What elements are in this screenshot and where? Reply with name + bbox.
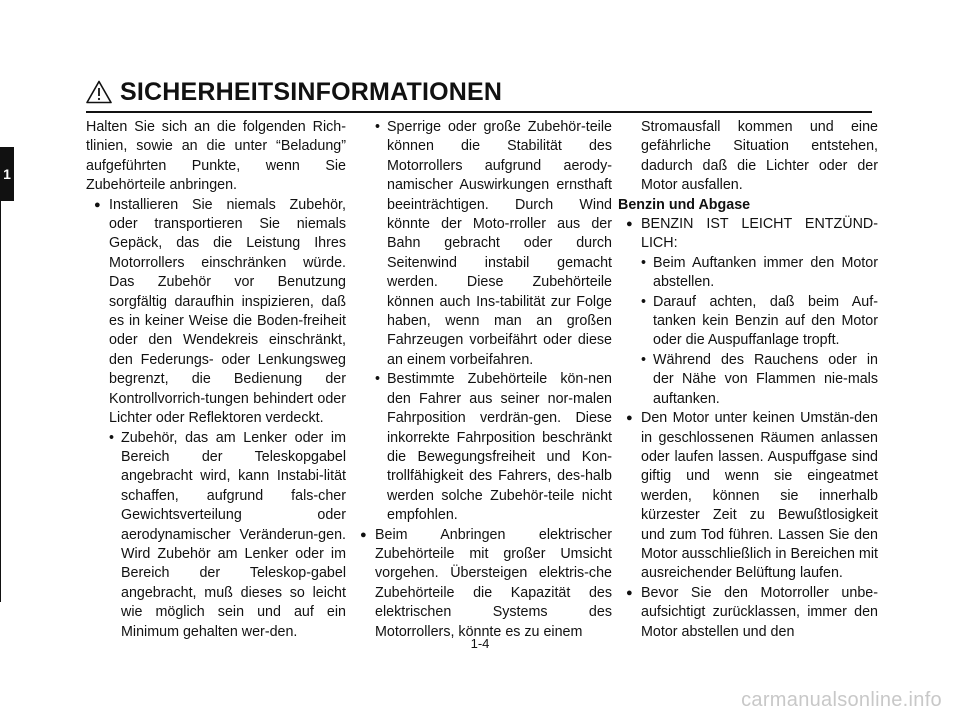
header-rule <box>86 111 872 113</box>
list-item <box>352 526 612 642</box>
dot-marker: • <box>375 371 381 388</box>
sub-list-item-text: Zubehör, das am Lenker oder im Bereich der Teleskopgabel angebracht wird, kann Instabi-lität schaffen, aufgrund fals-cher Gewichtsverteilung oder aerodynamischer Veränderun-gen. Wird Zubehör am Lenker oder im Bereich der Teleskop-gabel angebracht, muß dieses so leicht wie möglich sein und auf ein Minimum gehalten wer-den. <box>121 429 346 640</box>
sub-list-item-text: Beim Auftanken immer den Motor abstellen. <box>653 254 878 291</box>
sub-list-item-text: Bestimmte Zubehörteile kön-nen den Fahrer aus seiner nor-malen Fahrposition verdrän-gen. Diese inkorrekte Fahrposition beschränkt die Bewegungsfreiheit und Kon-trollfähigkeit des Fahrers, des-halb werden solche Zubehör-teile nicht empfohlen. <box>387 371 612 524</box>
list-item-text: Den Motor unter keinen Umstän-den in geschlossenen Räumen anlassen oder laufen lassen. Auspuffgase sind giftig und wenn sie eingeatmet werden, können sie innerhalb kürzester Zeit zu Bewußtlosigkeit und zum Tod führen. Lassen Sie den Motor ausschließlich in Bereichen mit ausreichender Belüftung laufen. <box>641 410 878 582</box>
warning-triangle-icon <box>86 80 112 104</box>
sub-list-item <box>86 429 346 642</box>
dot-marker: • <box>375 119 381 135</box>
column-1 <box>86 118 346 642</box>
column-2 <box>352 118 612 642</box>
bullet-marker: ● <box>626 412 633 425</box>
list-item <box>618 584 878 642</box>
sub-list-item <box>618 254 878 293</box>
list-item-text: Installieren Sie niemals Zubehör, oder transportieren Sie niemals Gepäck, das die Leistung Ihres Motorrollers einschränken würde. Das Zubehör vor Benutzung sorgfältig daraufhin inspizieren, daß es in keiner Weise die Boden-freiheit oder den Wendekreis einschränkt, den Federungs- oder Lenkungsweg begrenzt, die Bedienung der Kontrollvorrich-tungen behindert oder Lichter oder Reflektoren verdeckt. <box>109 196 346 427</box>
page-number: 1-4 <box>470 636 490 651</box>
column-3 <box>618 118 878 642</box>
sub-list-item-text: Sperrige oder große Zubehör-teile können die Stabilität des Motorrollers aufgrund aerody-namischer Auswirkungen ernsthaft beeinträchtigen. Durch Wind könnte der Moto-rroller aus der Bahn gebracht oder durch Seitenwind instabil gemacht werden. Diese Zubehörteile können auch Ins-tabilität zur Folge haben, wenn man an großen Fahrzeugen vorbeifährt oder diese an einem vorbeifahren. <box>387 119 612 368</box>
bullet-marker: ● <box>94 198 101 211</box>
list-item-text: Beim Anbringen elektrischer Zubehörteile mit großer Umsicht vorgehen. Übersteigen elektris-che Zubehörteile die Kapazität des elektrischen Systems des Motorrollers, könnte es zu einem <box>375 526 612 640</box>
dot-marker: • <box>641 351 647 368</box>
page-title: SICHERHEITSINFORMATIONEN <box>120 78 503 106</box>
intro-paragraph: Halten Sie sich an die folgenden Rich-tlinien, sowie an die unter “Beladung” aufgeführten Punkte, wenn Sie Zubehörteile anbringen. <box>86 119 346 194</box>
section-header <box>86 78 502 106</box>
side-margin-line <box>0 147 1 602</box>
list-item <box>618 409 878 584</box>
sub-list-item-text: Darauf achten, daß beim Auf-tanken kein Benzin auf den Motor oder die Auspuffanlage tropft. <box>653 293 878 349</box>
chapter-tab: 1 <box>0 147 14 201</box>
list-item-text: Bevor Sie den Motorroller unbe-aufsichtigt zurücklassen, immer den Motor abstellen und den <box>641 584 878 640</box>
sub-list-item <box>618 293 878 351</box>
sub-list-item <box>352 370 612 525</box>
dot-marker: • <box>641 254 647 271</box>
bullet-marker: ● <box>626 586 633 599</box>
dot-marker: • <box>109 429 115 446</box>
sub-list-item <box>618 351 878 409</box>
sub-list-item-text: Während des Rauchens oder in der Nähe von Flammen nie-mals auftanken. <box>653 351 878 407</box>
continued-text: Stromausfall kommen und eine gefährliche Situation entstehen, dadurch daß die Lichter oder der Motor ausfallen. <box>641 119 878 194</box>
dot-marker: • <box>641 293 647 310</box>
watermark: carmanualsonline.info <box>741 689 942 711</box>
list-item <box>86 196 346 429</box>
section-subheading: Benzin und Abgase <box>618 196 751 213</box>
sub-list-item <box>352 118 612 370</box>
bullet-marker: ● <box>360 528 367 541</box>
list-item <box>618 215 878 254</box>
list-item-text: BENZIN IST LEICHT ENTZÜND-LICH: <box>641 216 878 252</box>
bullet-marker: ● <box>626 218 633 231</box>
